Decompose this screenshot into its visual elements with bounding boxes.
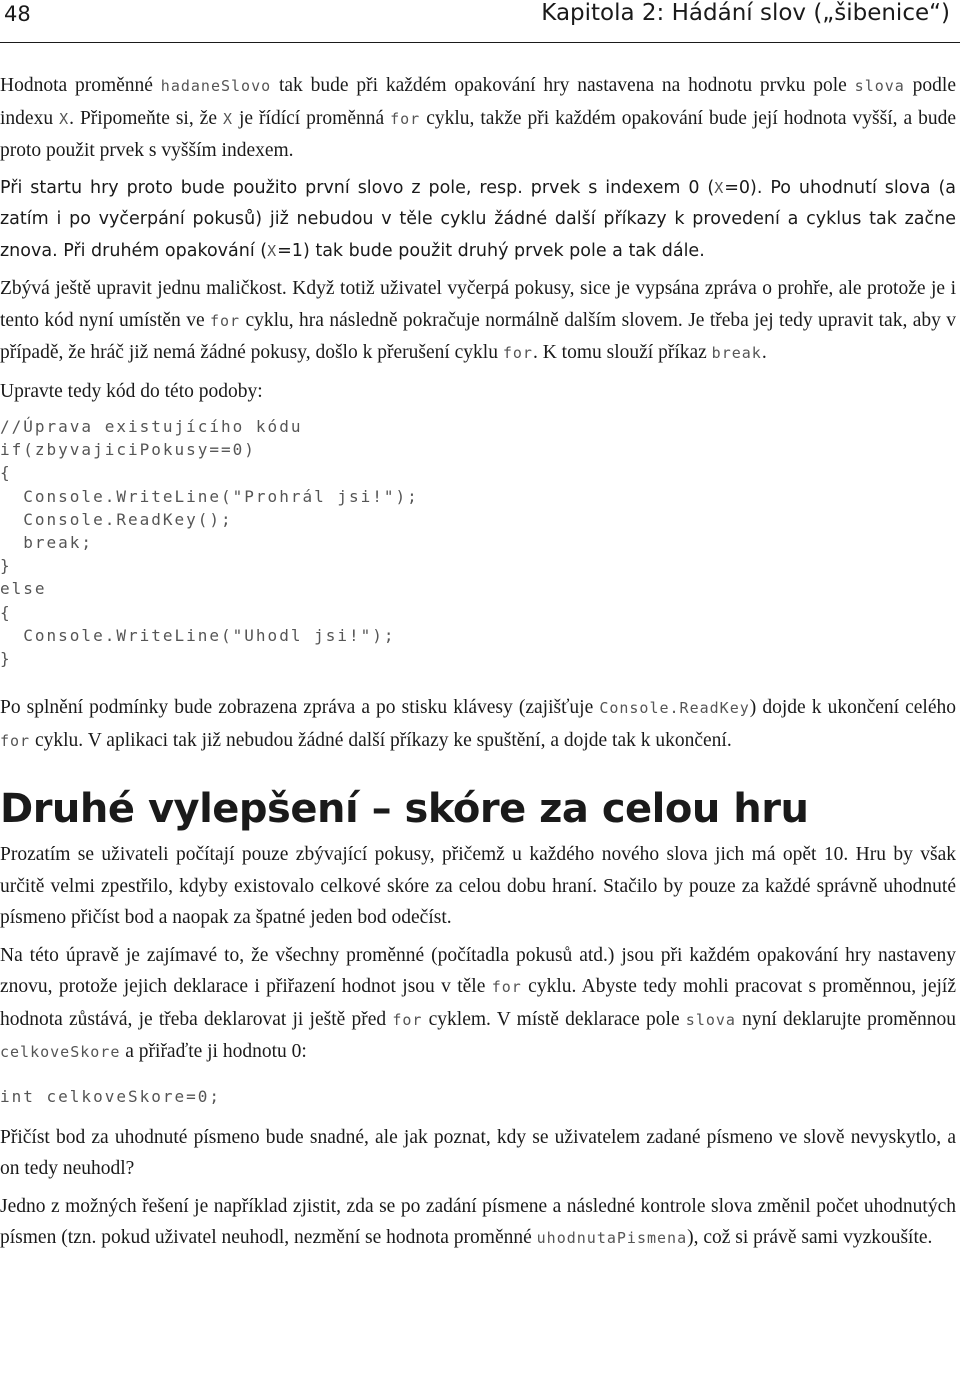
code-line: break; (0, 533, 94, 553)
inline-code: for (390, 109, 421, 128)
paragraph-4 (0, 376, 956, 408)
text: Na této úpravě je zajímavé to, že všechny proměnné (počítadla pokusů atd.) jsou při každém opakování hry nastaveny znovu, protože jejich deklarace i přiřazení hodnot jsou v těle (0, 944, 956, 998)
inline-code: for (209, 311, 241, 330)
code-line: Console.ReadKey(); (0, 509, 233, 529)
inline-code: break (711, 344, 762, 362)
code-line: if(zbyvajiciPokusy==0) (0, 440, 256, 460)
inline-code: X (59, 109, 70, 128)
inline-code: Console.ReadKey (599, 699, 750, 718)
inline-code: X (714, 178, 725, 197)
paragraph-9 (0, 1191, 956, 1255)
page-content (0, 70, 956, 1255)
text: cyklu, hra následně pokračuje normálně dalším slovem. Je třeba jej tedy upravit tak, aby v případě, že hráč již nemá žádné pokusy, došlo k přerušení cyklu (0, 309, 956, 363)
text: Zbývá ještě upravit jednu maličkost. Když totiž uživatel vyčerpá pokusy, sice je vypsána zpráva o prohře, ale protože je i tento kód nyní umístěn ve (0, 278, 956, 331)
code-block-1 (0, 415, 956, 670)
text: podle indexu (0, 75, 956, 129)
code-line: { (0, 602, 12, 622)
text: Jedno z možných řešení je například zjistit, zda se po zadání písmene a následné kontrole slova změnil počet uhodnutých písmen (tzn. pokud uživatel neuhodl, nezmění se hodnota proměnné (0, 1195, 956, 1249)
text: =1) tak bude použit druhý prvek pole a tak dále. (277, 240, 705, 261)
section-heading: Druhé vylepšení – skóre za celou hru (0, 786, 809, 833)
code-line: int celkoveSkore=0; (0, 1086, 222, 1106)
chapter-title: Kapitola 2: Hádání slov („šibenice“) (541, 0, 950, 26)
text: cyklu, takže při každém opakování bude její hodnota vyšší, a bude proto použit prvek s vyšším indexem. (0, 107, 956, 161)
page-header (0, 0, 960, 43)
paragraph-1 (0, 70, 956, 167)
text: nyní deklarujte proměnnou (735, 1008, 957, 1030)
inline-code: celkoveSkore (0, 1043, 121, 1062)
paragraph-3 (0, 273, 956, 370)
text: =0). Po uhodnutí slova (a zatím i po vyčerpání pokusů) již nebudou v těle cyklu žádné další příkazy k provedení a cyklus tak začne znova. Při druhém opakování ( (0, 177, 957, 261)
page-number: 48 (4, 2, 31, 26)
paragraph-5 (0, 692, 956, 757)
code-line: Console.WriteLine("Uhodl jsi!"); (0, 625, 396, 645)
inline-code: slova (854, 77, 905, 95)
text: Prozatím se uživateli počítají pouze zbývající pokusy, přičemž u každého nového slova jich má opět 10. Hru by však určitě velmi zpestřilo, kdyby existovalo celkové skóre za celou dobu hraní. Stačilo by pouze za každé správně uhodnuté písmeno přičíst bod a naopak za špatné jeden bod odečíst. (0, 844, 956, 929)
inline-code: hadaneSlovo (160, 77, 272, 95)
inline-code: X (267, 241, 278, 260)
text: Upravte tedy kód do této podoby: (0, 380, 263, 402)
text: ) dojde k ukončení celého (749, 697, 956, 719)
text: . Připomeňte si, že (69, 107, 223, 129)
paragraph-6 (0, 839, 956, 934)
inline-code: for (491, 978, 522, 997)
text: Po splnění podmínky bude zobrazena zpráva a po stisku klávesy (zajišťuje (0, 697, 600, 719)
paragraph-8 (0, 1122, 956, 1185)
code-line: } (0, 556, 12, 576)
code-line: { (0, 463, 12, 483)
code-line: } (0, 649, 12, 669)
text: ), což si právě sami vyzkoušíte. (687, 1227, 933, 1249)
text: . K tomu slouží příkaz (532, 342, 712, 363)
text: Hodnota proměnné (0, 75, 161, 96)
text: Při startu hry proto bude použito první slovo z pole, resp. prvek s indexem 0 ( (0, 177, 715, 198)
text: cyklem. V místě deklarace pole (422, 1008, 686, 1030)
text: tak bude při každém opakování hry nastavena na hodnotu prvku pole (271, 75, 855, 96)
text: je řídící proměnná (233, 107, 391, 129)
paragraph-2 (0, 173, 956, 268)
text: cyklu. Abyste tedy mohli pracovat s proměnnou, jejíž hodnota zůstává, je třeba deklarovat ji ještě před (0, 976, 956, 1030)
code-line: Console.WriteLine("Prohrál jsi!"); (0, 486, 419, 506)
text: a přiřaďte ji hodnotu 0: (120, 1041, 307, 1063)
text: . (761, 342, 767, 363)
inline-code: slova (685, 1010, 736, 1029)
inline-code: for (0, 731, 31, 750)
inline-code: for (392, 1010, 423, 1029)
text: cyklu. V aplikaci tak již nebudou žádné další příkazy ke spuštění, a dojde tak k ukončení. (30, 729, 732, 751)
code-block-2 (0, 1085, 956, 1108)
code-line: //Úprava existujícího kódu (0, 417, 303, 436)
paragraph-7 (0, 940, 956, 1069)
inline-code: X (222, 109, 234, 128)
code-line: else (0, 579, 47, 599)
text: Přičíst bod za uhodnuté písmeno bude snadné, ale jak poznat, kdy se uživatelem zadané písmeno ve slově nevyskytlo, a on tedy neuhodl? (0, 1126, 956, 1180)
inline-code: uhodnutaPismena (536, 1229, 688, 1248)
inline-code: for (502, 344, 533, 362)
